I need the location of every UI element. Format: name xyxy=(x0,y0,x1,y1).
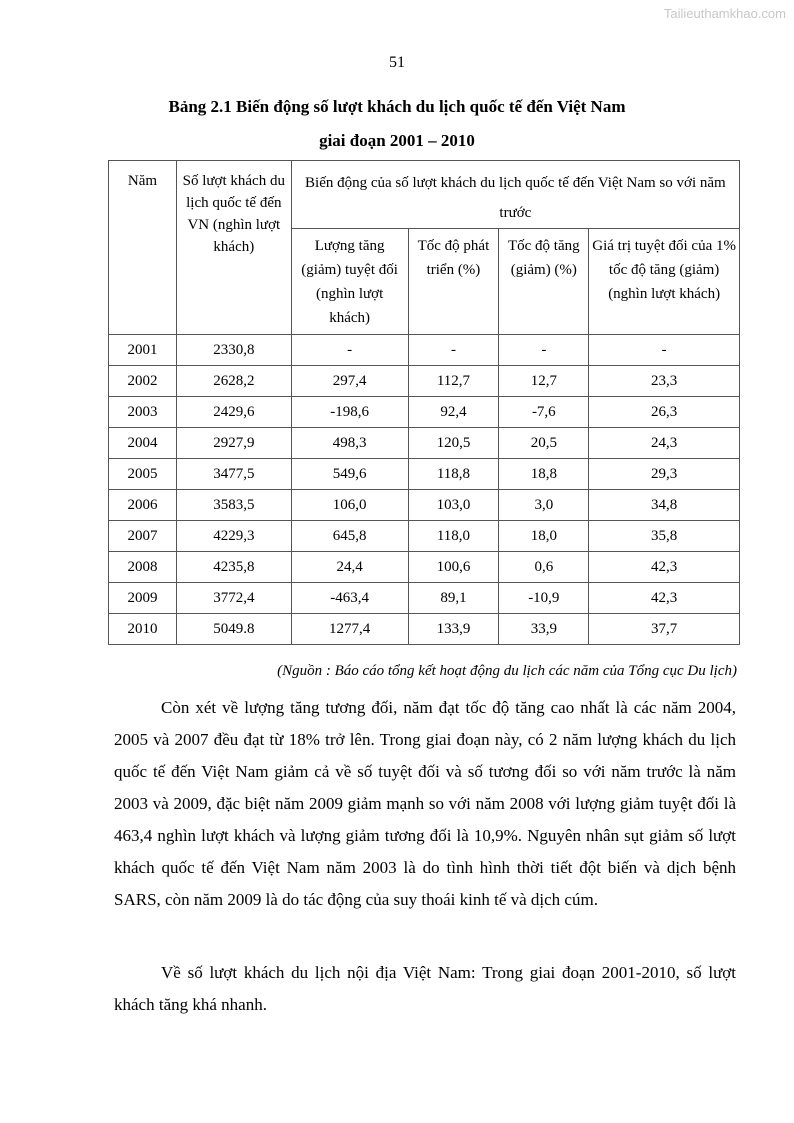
cell-growth-rate: 112,7 xyxy=(408,366,499,397)
cell-visitors: 2429,6 xyxy=(176,397,291,428)
cell-increase-rate: 33,9 xyxy=(499,614,589,645)
cell-growth-rate: 118,0 xyxy=(408,521,499,552)
header-growth-rate: Tốc độ phát triển (%) xyxy=(408,229,499,335)
cell-one-percent-value: 42,3 xyxy=(589,552,740,583)
cell-one-percent-value: 26,3 xyxy=(589,397,740,428)
cell-increase-rate: 18,8 xyxy=(499,459,589,490)
header-increase-rate: Tốc độ tăng (giảm) (%) xyxy=(499,229,589,335)
cell-one-percent-value: 37,7 xyxy=(589,614,740,645)
cell-increase-rate: 0,6 xyxy=(499,552,589,583)
header-year: Năm xyxy=(109,161,177,335)
cell-growth-rate: 100,6 xyxy=(408,552,499,583)
cell-one-percent-value: - xyxy=(589,335,740,366)
cell-growth-rate: 120,5 xyxy=(408,428,499,459)
table-source-note: (Nguồn : Báo cáo tổng kết hoạt động du lịch các năm của Tổng cục Du lịch) xyxy=(277,663,737,679)
table-row xyxy=(109,397,740,428)
cell-visitors: 3772,4 xyxy=(176,583,291,614)
cell-year: 2006 xyxy=(109,490,177,521)
cell-increase-rate: 12,7 xyxy=(499,366,589,397)
cell-year: 2005 xyxy=(109,459,177,490)
cell-visitors: 3477,5 xyxy=(176,459,291,490)
cell-growth-rate: 133,9 xyxy=(408,614,499,645)
table-row xyxy=(109,521,740,552)
page-number: 51 xyxy=(389,54,405,71)
cell-abs-change: -198,6 xyxy=(291,397,408,428)
cell-abs-change: 24,4 xyxy=(291,552,408,583)
table-row xyxy=(109,614,740,645)
table-title-line2: giai đoạn 2001 – 2010 xyxy=(319,131,475,150)
cell-one-percent-value: 24,3 xyxy=(589,428,740,459)
cell-year: 2010 xyxy=(109,614,177,645)
cell-abs-change: 549,6 xyxy=(291,459,408,490)
cell-one-percent-value: 29,3 xyxy=(589,459,740,490)
cell-abs-change: - xyxy=(291,335,408,366)
table-row xyxy=(109,459,740,490)
cell-increase-rate: 18,0 xyxy=(499,521,589,552)
cell-growth-rate: - xyxy=(408,335,499,366)
table-row xyxy=(109,335,740,366)
table-row xyxy=(109,366,740,397)
table-row xyxy=(109,428,740,459)
cell-increase-rate: -10,9 xyxy=(499,583,589,614)
cell-year: 2009 xyxy=(109,583,177,614)
header-change-group: Biến động của số lượt khách du lịch quốc tế đến Việt Nam so với năm trước xyxy=(291,161,739,229)
cell-increase-rate: - xyxy=(499,335,589,366)
cell-growth-rate: 103,0 xyxy=(408,490,499,521)
table-row xyxy=(109,552,740,583)
cell-increase-rate: 20,5 xyxy=(499,428,589,459)
cell-year: 2001 xyxy=(109,335,177,366)
cell-growth-rate: 92,4 xyxy=(408,397,499,428)
cell-abs-change: 1277,4 xyxy=(291,614,408,645)
body-paragraph: Về số lượt khách du lịch nội địa Việt Nam: Trong giai đoạn 2001-2010, số lượt khách tăng khá nhanh. xyxy=(114,963,736,1014)
cell-year: 2008 xyxy=(109,552,177,583)
cell-abs-change: -463,4 xyxy=(291,583,408,614)
cell-visitors: 2927,9 xyxy=(176,428,291,459)
table-row xyxy=(109,490,740,521)
cell-visitors: 2628,2 xyxy=(176,366,291,397)
cell-visitors: 4235,8 xyxy=(176,552,291,583)
cell-abs-change: 106,0 xyxy=(291,490,408,521)
cell-abs-change: 498,3 xyxy=(291,428,408,459)
table-title: Bảng 2.1 Biến động số lượt khách du lịch quốc tế đến Việt Nam xyxy=(168,97,626,116)
cell-one-percent-value: 34,8 xyxy=(589,490,740,521)
cell-one-percent-value: 23,3 xyxy=(589,366,740,397)
cell-one-percent-value: 35,8 xyxy=(589,521,740,552)
cell-year: 2002 xyxy=(109,366,177,397)
header-abs-change: Lượng tăng (giảm) tuyệt đối (nghìn lượt khách) xyxy=(291,229,408,335)
table-row xyxy=(109,583,740,614)
cell-increase-rate: -7,6 xyxy=(499,397,589,428)
cell-abs-change: 297,4 xyxy=(291,366,408,397)
cell-year: 2004 xyxy=(109,428,177,459)
cell-abs-change: 645,8 xyxy=(291,521,408,552)
cell-one-percent-value: 42,3 xyxy=(589,583,740,614)
watermark: Tailieuthamkhao.com xyxy=(663,6,786,21)
cell-visitors: 2330,8 xyxy=(176,335,291,366)
header-visitors: Số lượt khách du lịch quốc tế đến VN (nghìn lượt khách) xyxy=(176,161,291,335)
header-one-percent-value: Giá trị tuyệt đối của 1% tốc độ tăng (giảm) (nghìn lượt khách) xyxy=(589,229,740,335)
cell-year: 2003 xyxy=(109,397,177,428)
cell-growth-rate: 89,1 xyxy=(408,583,499,614)
cell-visitors: 5049.8 xyxy=(176,614,291,645)
cell-visitors: 4229,3 xyxy=(176,521,291,552)
cell-year: 2007 xyxy=(109,521,177,552)
cell-visitors: 3583,5 xyxy=(176,490,291,521)
cell-increase-rate: 3,0 xyxy=(499,490,589,521)
body-paragraph: Còn xét về lượng tăng tương đối, năm đạt tốc độ tăng cao nhất là các năm 2004, 2005 và 2007 đều đạt từ 18% trở lên. Trong giai đoạn này, có 2 năm lượng khách du lịch quốc tế đến Việt Nam giảm cả về số tuyệt đối và số tương đối so với năm trước là năm 2003 và 2009, đặc biệt năm 2009 giảm mạnh so với năm 2008 với lượng giảm tuyệt đối là 463,4 nghìn lượt khách và lượng giảm tương đối là 10,9%. Nguyên nhân sụt giảm số lượt khách quốc tế đến Việt Nam năm 2003 là do tình hình thời tiết đột biến và dịch bệnh SARS, còn năm 2009 là do tác động của suy thoái kinh tế và dịch cúm. xyxy=(114,698,736,909)
cell-growth-rate: 118,8 xyxy=(408,459,499,490)
tourism-table xyxy=(108,160,740,645)
